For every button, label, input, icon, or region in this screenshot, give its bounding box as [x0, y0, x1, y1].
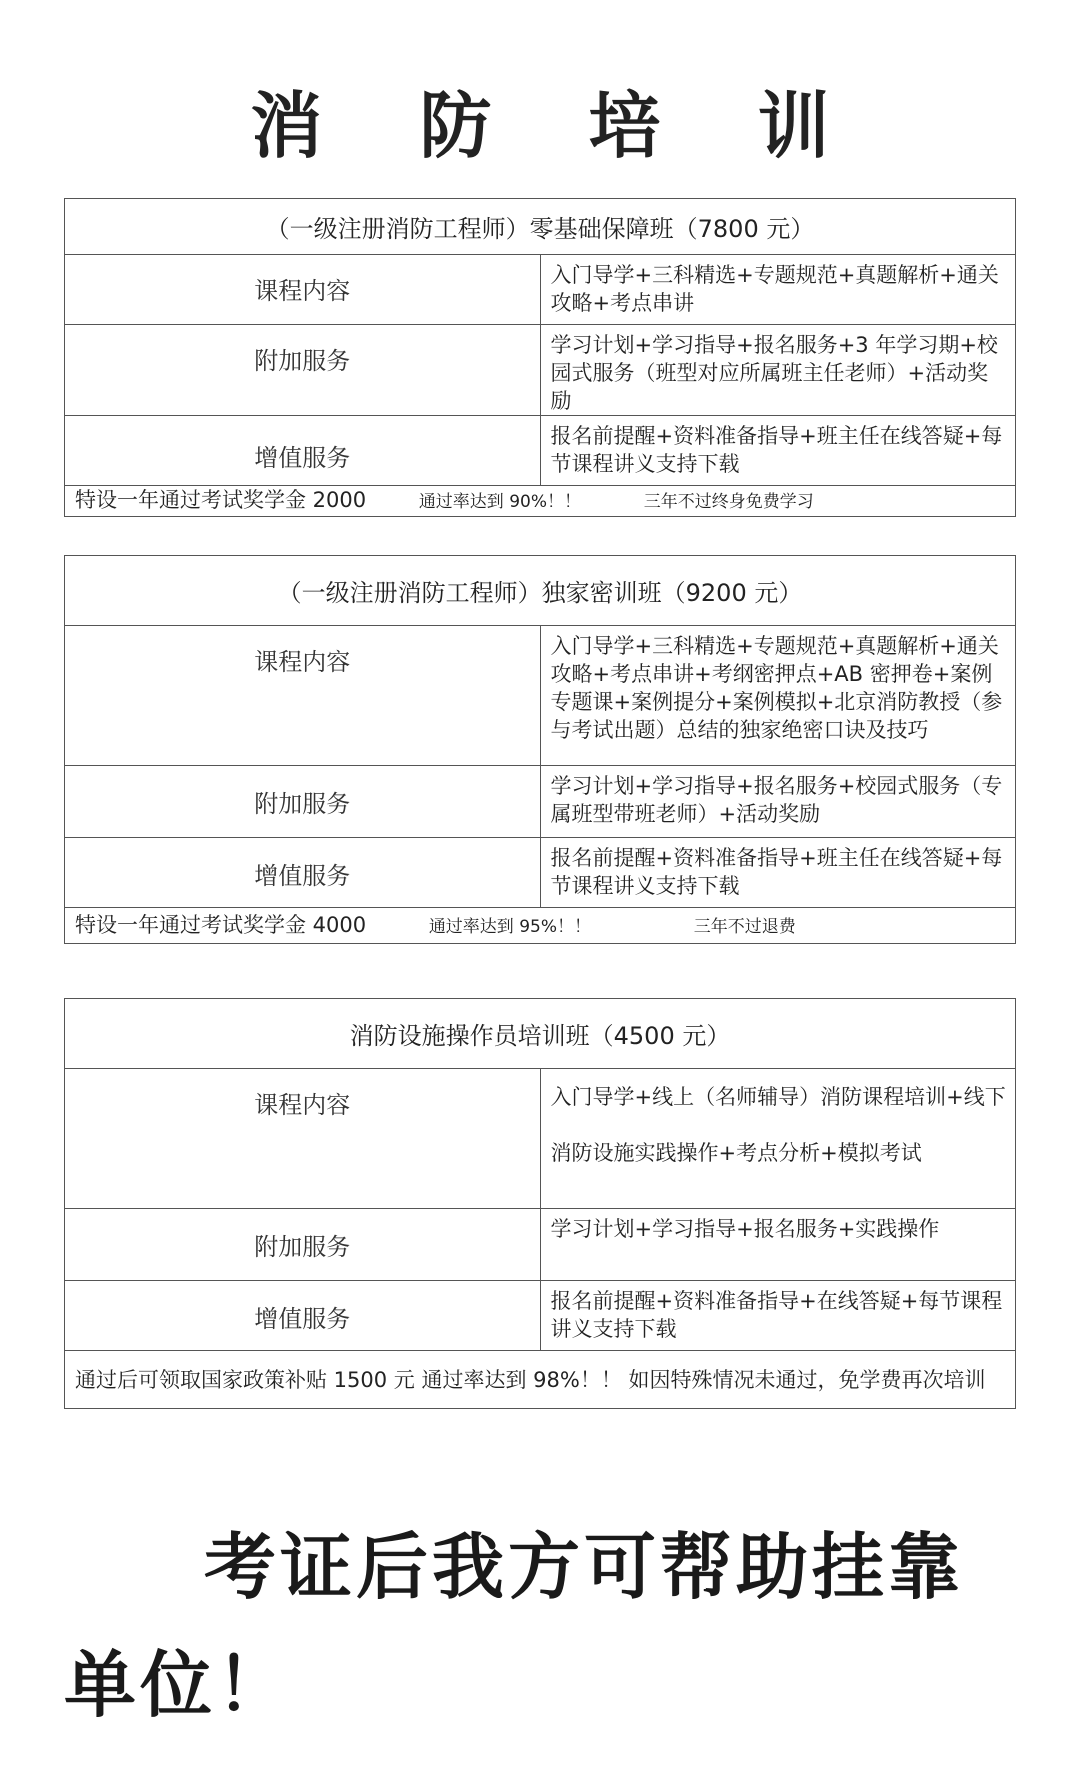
course-table-intensive — [64, 555, 1016, 944]
row-content-value-service: 报名前提醒+资料准备指导+班主任在线答疑+每节课程讲义支持下载 — [540, 416, 1016, 486]
row-content-extra-service: 学习计划+学习指导+报名服务+实践操作 — [540, 1209, 1016, 1281]
footer-guarantee: 三年不过退费 — [693, 916, 796, 937]
row-label-extra-service: 附加服务 — [65, 766, 541, 838]
table-title: 消防设施操作员培训班（4500 元） — [65, 999, 1016, 1069]
slogan: 考证后我方可帮助挂靠单位！ — [64, 1525, 965, 1727]
table-footer: 通过后可领取国家政策补贴 1500 元 通过率达到 98%！！ 如因特殊情况未通过，免学费再次培训 — [65, 1351, 1016, 1409]
row-label-value-service: 增值服务 — [65, 1281, 541, 1351]
footer-bonus: 特设一年通过考试奖学金 2000 — [75, 488, 367, 512]
row-content-value-service: 报名前提醒+资料准备指导+班主任在线答疑+每节课程讲义支持下载 — [540, 838, 1016, 908]
row-label-extra-service: 附加服务 — [65, 325, 541, 416]
row-content-extra-service: 学习计划+学习指导+报名服务+3 年学习期+校园式服务（班型对应所属班主任老师）+活动奖励 — [540, 325, 1016, 416]
footer-pass-rate: 通过率达到 95%！！ — [428, 916, 592, 937]
row-label-value-service: 增值服务 — [65, 838, 541, 908]
row-label-course-content: 课程内容 — [65, 255, 541, 325]
footer-bonus: 特设一年通过考试奖学金 4000 — [75, 912, 367, 937]
row-label-value-service: 增值服务 — [65, 416, 541, 486]
page-title: 消 防 培 训 — [250, 84, 866, 168]
footer-guarantee: 三年不过终身免费学习 — [643, 492, 814, 512]
row-content-course-content: 入门导学+线上（名师辅导）消防课程培训+线下消防设施实践操作+考点分析+模拟考试 — [540, 1069, 1016, 1209]
course-table-basic — [64, 198, 1016, 517]
table-footer — [65, 486, 1016, 517]
row-content-value-service: 报名前提醒+资料准备指导+在线答疑+每节课程讲义支持下载 — [540, 1281, 1016, 1351]
row-content-course-content: 入门导学+三科精选+专题规范+真题解析+通关攻略+考点串讲 — [540, 255, 1016, 325]
row-content-course-content: 入门导学+三科精选+专题规范+真题解析+通关攻略+考点串讲+考纲密押点+AB 密押卷+案例专题课+案例提分+案例模拟+北京消防教授（参与考试出题）总结的独家绝密口诀及技巧 — [540, 626, 1016, 766]
table-footer — [65, 908, 1016, 944]
course-table-operator — [64, 998, 1016, 1409]
row-label-course-content: 课程内容 — [65, 1069, 541, 1209]
table-title: （一级注册消防工程师）独家密训班（9200 元） — [65, 556, 1016, 626]
row-label-course-content: 课程内容 — [65, 626, 541, 766]
table-title: （一级注册消防工程师）零基础保障班（7800 元） — [65, 199, 1016, 255]
row-label-extra-service: 附加服务 — [65, 1209, 541, 1281]
footer-pass-rate: 通过率达到 90%！！ — [418, 492, 582, 512]
row-content-extra-service: 学习计划+学习指导+报名服务+校园式服务（专属班型带班老师）+活动奖励 — [540, 766, 1016, 838]
